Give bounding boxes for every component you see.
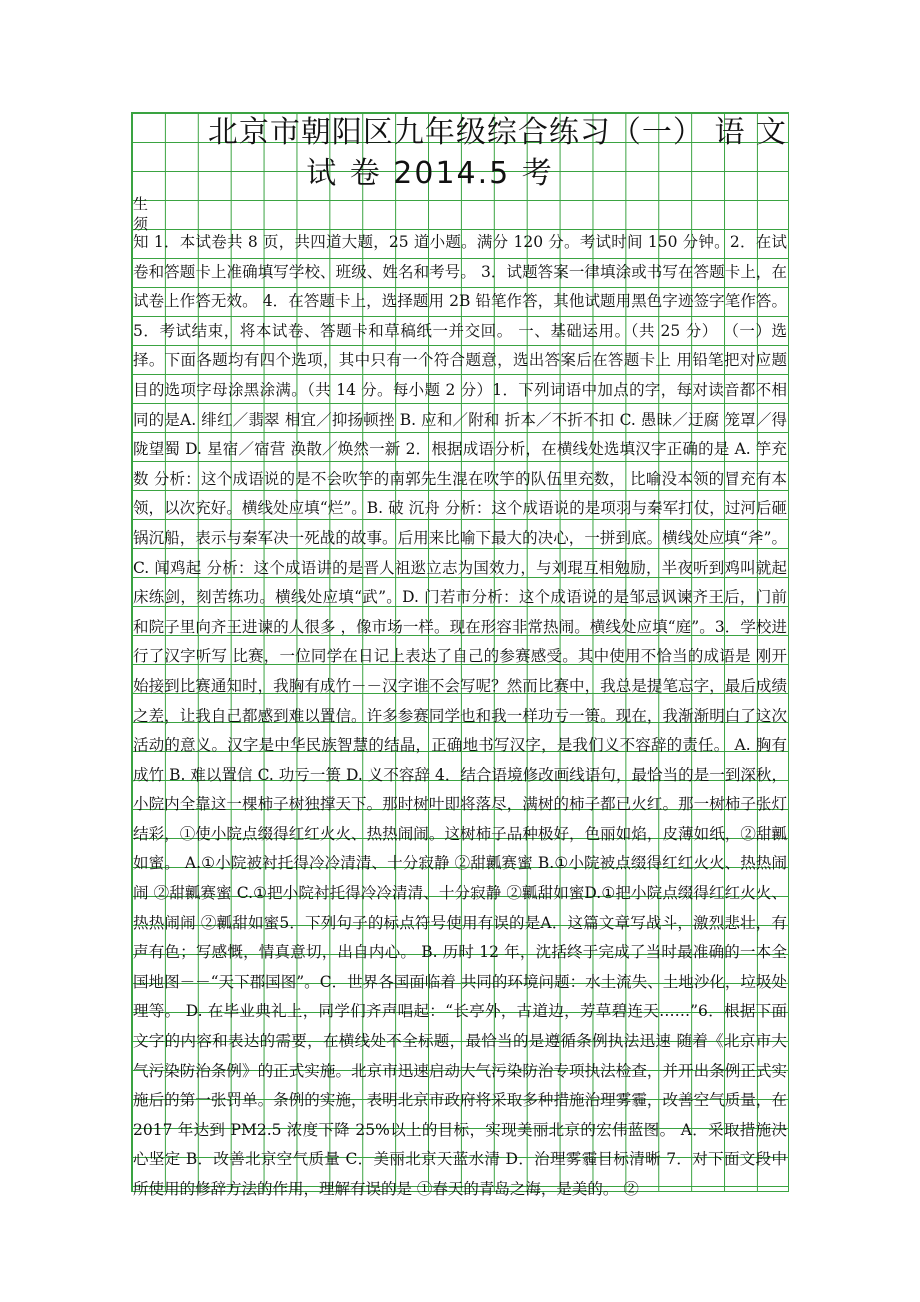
label-sheng: 生 [133,195,149,213]
exam-title-line1: 北京市朝阳区九年级综合练习（一） 语 文 [207,115,787,150]
exam-page [131,112,789,1205]
exam-title-line2: 试 卷 2014.5 考 [306,156,554,191]
label-xu: 须 [133,215,149,233]
exam-body-text: 知 1．本试卷共 8 页，共四道大题，25 道小题。满分 120 分。考试时间 150 分钟。2．在试卷和答题卡上准确填写学校、班级、姓名和考号。 3．试题答案一律填涂或书写在答题卡上，在试卷上作答无效。 4．在答题卡上，选择题用 2B 铅笔作答，其他试题用黑色字迹签字笔作答。5．考试结束，将本试卷、答题卡和草稿纸一并交回。 一、基础运用。（共 25 分） （一）选择。下面各题均有四个选项，其中只有一个符合题意，选出答案后在答题卡上 用铅笔把对应题目的选项字母涂黑涂满。（共 14 分。每小题 2 分）1．下列词语中加点的字，每对读音都不相同的是A. 绯红／翡翠 相宜／抑扬顿挫 B. 应和／附和 折本／不折不扣 C. 愚昧／迂腐 笼罩／得陇望蜀 D. 星宿／宿营 涣散／焕然一新 2．根据成语分析，在横线处选填汉字正确的是 A. 竽充数 分析：这个成语说的是不会吹竽的南郭先生混在吹竽的队伍里充数， 比喻没本领的冒充有本领，以次充好。横线处应填“烂”。B. 破 沉舟 分析：这个成语说的是项羽与秦军打仗，过河后砸锅沉船，表示与秦军决一死战的故事。后用来比喻下最大的决心，一拼到底。横线处应填“斧”。C. 闻鸡起 分析：这个成语讲的是晋人祖逖立志为国效力，与刘琨互相勉励，半夜听到鸡叫就起床练剑，刻苦练功。横线处应填“武”。D. 门若市分析：这个成语说的是邹忌讽谏齐王后，门前和院子里向齐王进谏的人很多 ，像市场一样。现在形容非常热闹。横线处应填“庭”。3．学校进行了汉字听写 比赛，一位同学在日记上表达了自己的参赛感受。其中使用不恰当的成语是 刚开始接到比赛通知时，我胸有成竹－－汉字谁不会写呢？然而比赛中，我总是提笔忘字，最后成绩之差，让我自己都感到难以置信。许多参赛同学也和我一样功亏一篑。现在，我渐渐明白了这次活动的意义。汉字是中华民族智慧的结晶，正确地书写汉字，是我们义不容辞的责任。 A. 胸有成竹 B. 难以置信 C. 功亏一篑 D. 义不容辞 4．结合语境修改画线语句，最恰当的是一到深秋，小院内全靠这一棵柿子树独撑天下。那时树叶即将落尽，满树的柿子都已火红。那一树柿子张灯结彩，①使小院点缀得红红火火、热热闹闹。这树柿子品种极好，色丽如焰，皮薄如纸，②甜瓤如蜜。 A.①小院被衬托得冷冷清清、十分寂静 ②甜瓤赛蜜 B.①小院被点缀得红红火火、热热闹闹 ②甜瓤赛蜜 C.①把小院衬托得冷冷清清、十分寂静 ②瓤甜如蜜D.①把小院点缀得红红火火、热热闹闹 ②瓤甜如蜜5．下列句子的标点符号使用有误的是A．这篇文章写战斗，激烈悲壮，有声有色；写感慨，情真意切，出自内心。 B. 历时 12 年，沈括终于完成了当时最准确的一本全国地图－－“天下郡国图”。C．世界各国面临着 共同的环境问题：水土流失、土地沙化，垃圾处理等。 D. 在毕业典礼上，同学们齐声唱起：“长亭外，古道边，芳草碧连天……”6．根据下面文字的内容和表达的需要，在横线处不全标题，最恰当的是遵循条例执法迅速 随着《北京市大气污染防治条例》的正式实施。北京市迅速启动大气污染防治专项执法检查，并开出条例正式实施后的第一张罚单。条例的实施，表明北京市政府将采取多种措施治理雾霾，改善空气质量，在 2017 年达到 PM2.5 浓度下降 25%以上的目标，实现美丽北京的宏伟蓝图。 A．采取措施决心坚定 B．改善北京空气质量 C．美丽北京天蓝水清 D．治理雾霾目标清晰 7．对下面文段中所使用的修辞方法的作用，理解有误的是 ①春天的青岛之海，是美的。 ② [133,233,787,1198]
